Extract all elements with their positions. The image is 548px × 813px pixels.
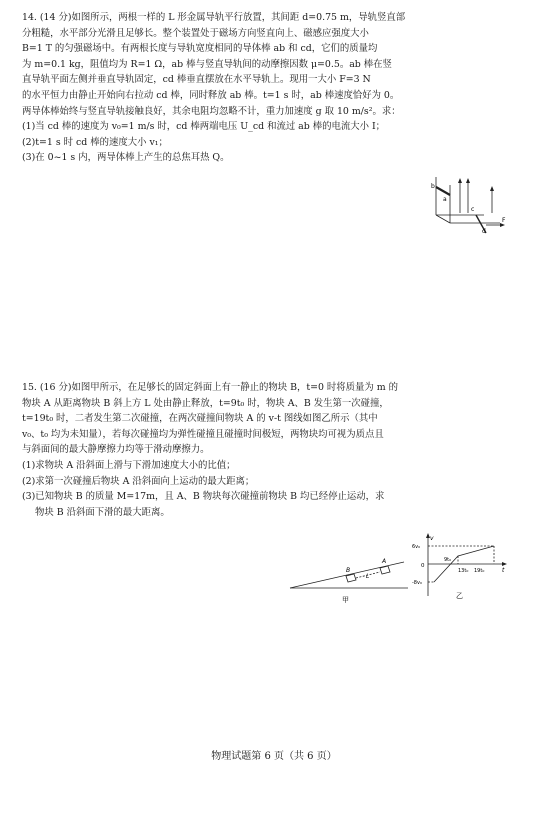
p15-tick-top: 6v₀ bbox=[412, 544, 421, 550]
problem-14 bbox=[22, 10, 512, 166]
p14-label-a: a bbox=[443, 196, 447, 203]
p15-label-B: B bbox=[346, 567, 351, 574]
p14-line-7: 两导体棒始终与竖直导轨接触良好，其余电阻均忽略不计，重力加速度 g 取 10 m/s²。求： bbox=[22, 105, 401, 117]
p15-question-1: (1)求物块 A 沿斜面上滑与下滑加速度大小的比值； bbox=[22, 459, 236, 471]
p14-label-d: d bbox=[482, 228, 486, 235]
p14-question-2: (2)t=1 s 时 cd 棒的速度大小 v₁； bbox=[22, 136, 168, 148]
p15-line-3: t=19t₀ 时，二者发生第二次碰撞，在两次碰撞间物块 A 的 v-t 图线如图乙所示（其中 bbox=[22, 413, 378, 425]
p14-line-6: 的水平恒力由静止开始向右拉动 cd 棒，同时释放 ab 棒。t=1 s 时，ab 棒速度恰好为 0。 bbox=[22, 89, 400, 101]
p15-tmark-19t0: 19t₀ bbox=[474, 568, 485, 574]
p15-line-2: 物块 A 从距离物块 B 斜上方 L 处由静止释放，t=9t₀ 时，物块 A、B 发生第一次碰撞， bbox=[22, 397, 389, 409]
p15-incline-figure bbox=[286, 548, 412, 606]
p15-caption-yi: 乙 bbox=[456, 592, 463, 600]
p15-question-3: (3)已知物块 B 的质量 M=17m，且 A、B 物块每次碰撞前物块 B 均已经停止运动，求 bbox=[22, 491, 385, 503]
p15-tmark-9t0: 9t₀ bbox=[444, 557, 452, 563]
p15-line-5: 与斜面间的最大静摩擦力均等于滑动摩擦力。 bbox=[22, 444, 210, 456]
p15-tmark-13t0: 13t₀ bbox=[458, 568, 469, 574]
p14-line-1: 14. (14 分)如图所示，两根一样的 L 形金属导轨平行放置，其间距 d=0.75 m，导轨竖直部 bbox=[22, 12, 406, 23]
p15-line-1: 15. (16 分)如图甲所示，在足够长的固定斜面上有一静止的物块 B，t=0 时将质量为 m 的 bbox=[22, 382, 399, 393]
p15-axis-v: v bbox=[430, 535, 434, 542]
p14-label-F: F bbox=[502, 217, 506, 224]
p15-question-2: (2)求第一次碰撞后物块 A 沿斜面向上运动的最大距离； bbox=[22, 475, 255, 487]
p14-line-4: 为 m=0.1 kg，阻值均为 R=1 Ω，ab 棒与竖直导轨间的动摩擦因数 μ=0.5。ab 棒在竖 bbox=[22, 58, 392, 70]
problem-15 bbox=[22, 380, 512, 520]
p14-line-5: 直导轨平面左侧并垂直导轨固定，cd 棒垂直摆放在水平导轨上。现用一大小 F=3 N bbox=[22, 74, 371, 86]
p14-line-3: B=1 T 的匀强磁场中。有两根长度与导轨宽度相同的导体棒 ab 和 cd，它们的质量均 bbox=[22, 43, 378, 55]
p15-vt-graph bbox=[412, 532, 508, 602]
p15-label-L: L bbox=[366, 573, 370, 580]
p14-label-b: b bbox=[431, 183, 435, 190]
p15-tick-bottom: -8v₀ bbox=[412, 580, 422, 586]
p14-question-3: (3)在 0~1 s 内，两导体棒上产生的总焦耳热 Q。 bbox=[22, 152, 230, 164]
p15-caption-jia: 甲 bbox=[342, 596, 349, 604]
p14-line-2: 分粗糙，水平部分光滑且足够长。整个装置处于磁场方向竖直向上、磁感应强度大小 bbox=[22, 27, 369, 39]
p14-question-1: (1)当 cd 棒的速度为 v₀=1 m/s 时，cd 棒两端电压 U_cd 和流过 ab 棒的电流大小 I； bbox=[22, 121, 386, 133]
p15-label-A: A bbox=[382, 558, 387, 565]
p14-rail-figure bbox=[428, 175, 508, 235]
p15-axis-t: t bbox=[502, 567, 505, 574]
p15-line-4: v₀、t₀ 均为未知量），若每次碰撞均为弹性碰撞且碰撞时间极短，两物块均可视为质点且 bbox=[22, 428, 384, 440]
p15-origin: 0 bbox=[421, 563, 425, 569]
p14-label-c: c bbox=[471, 206, 475, 213]
page-footer: 物理试题第 6 页（共 6 页） bbox=[211, 751, 337, 762]
p15-question-3-cont: 物块 B 沿斜面下滑的最大距离。 bbox=[35, 506, 170, 518]
